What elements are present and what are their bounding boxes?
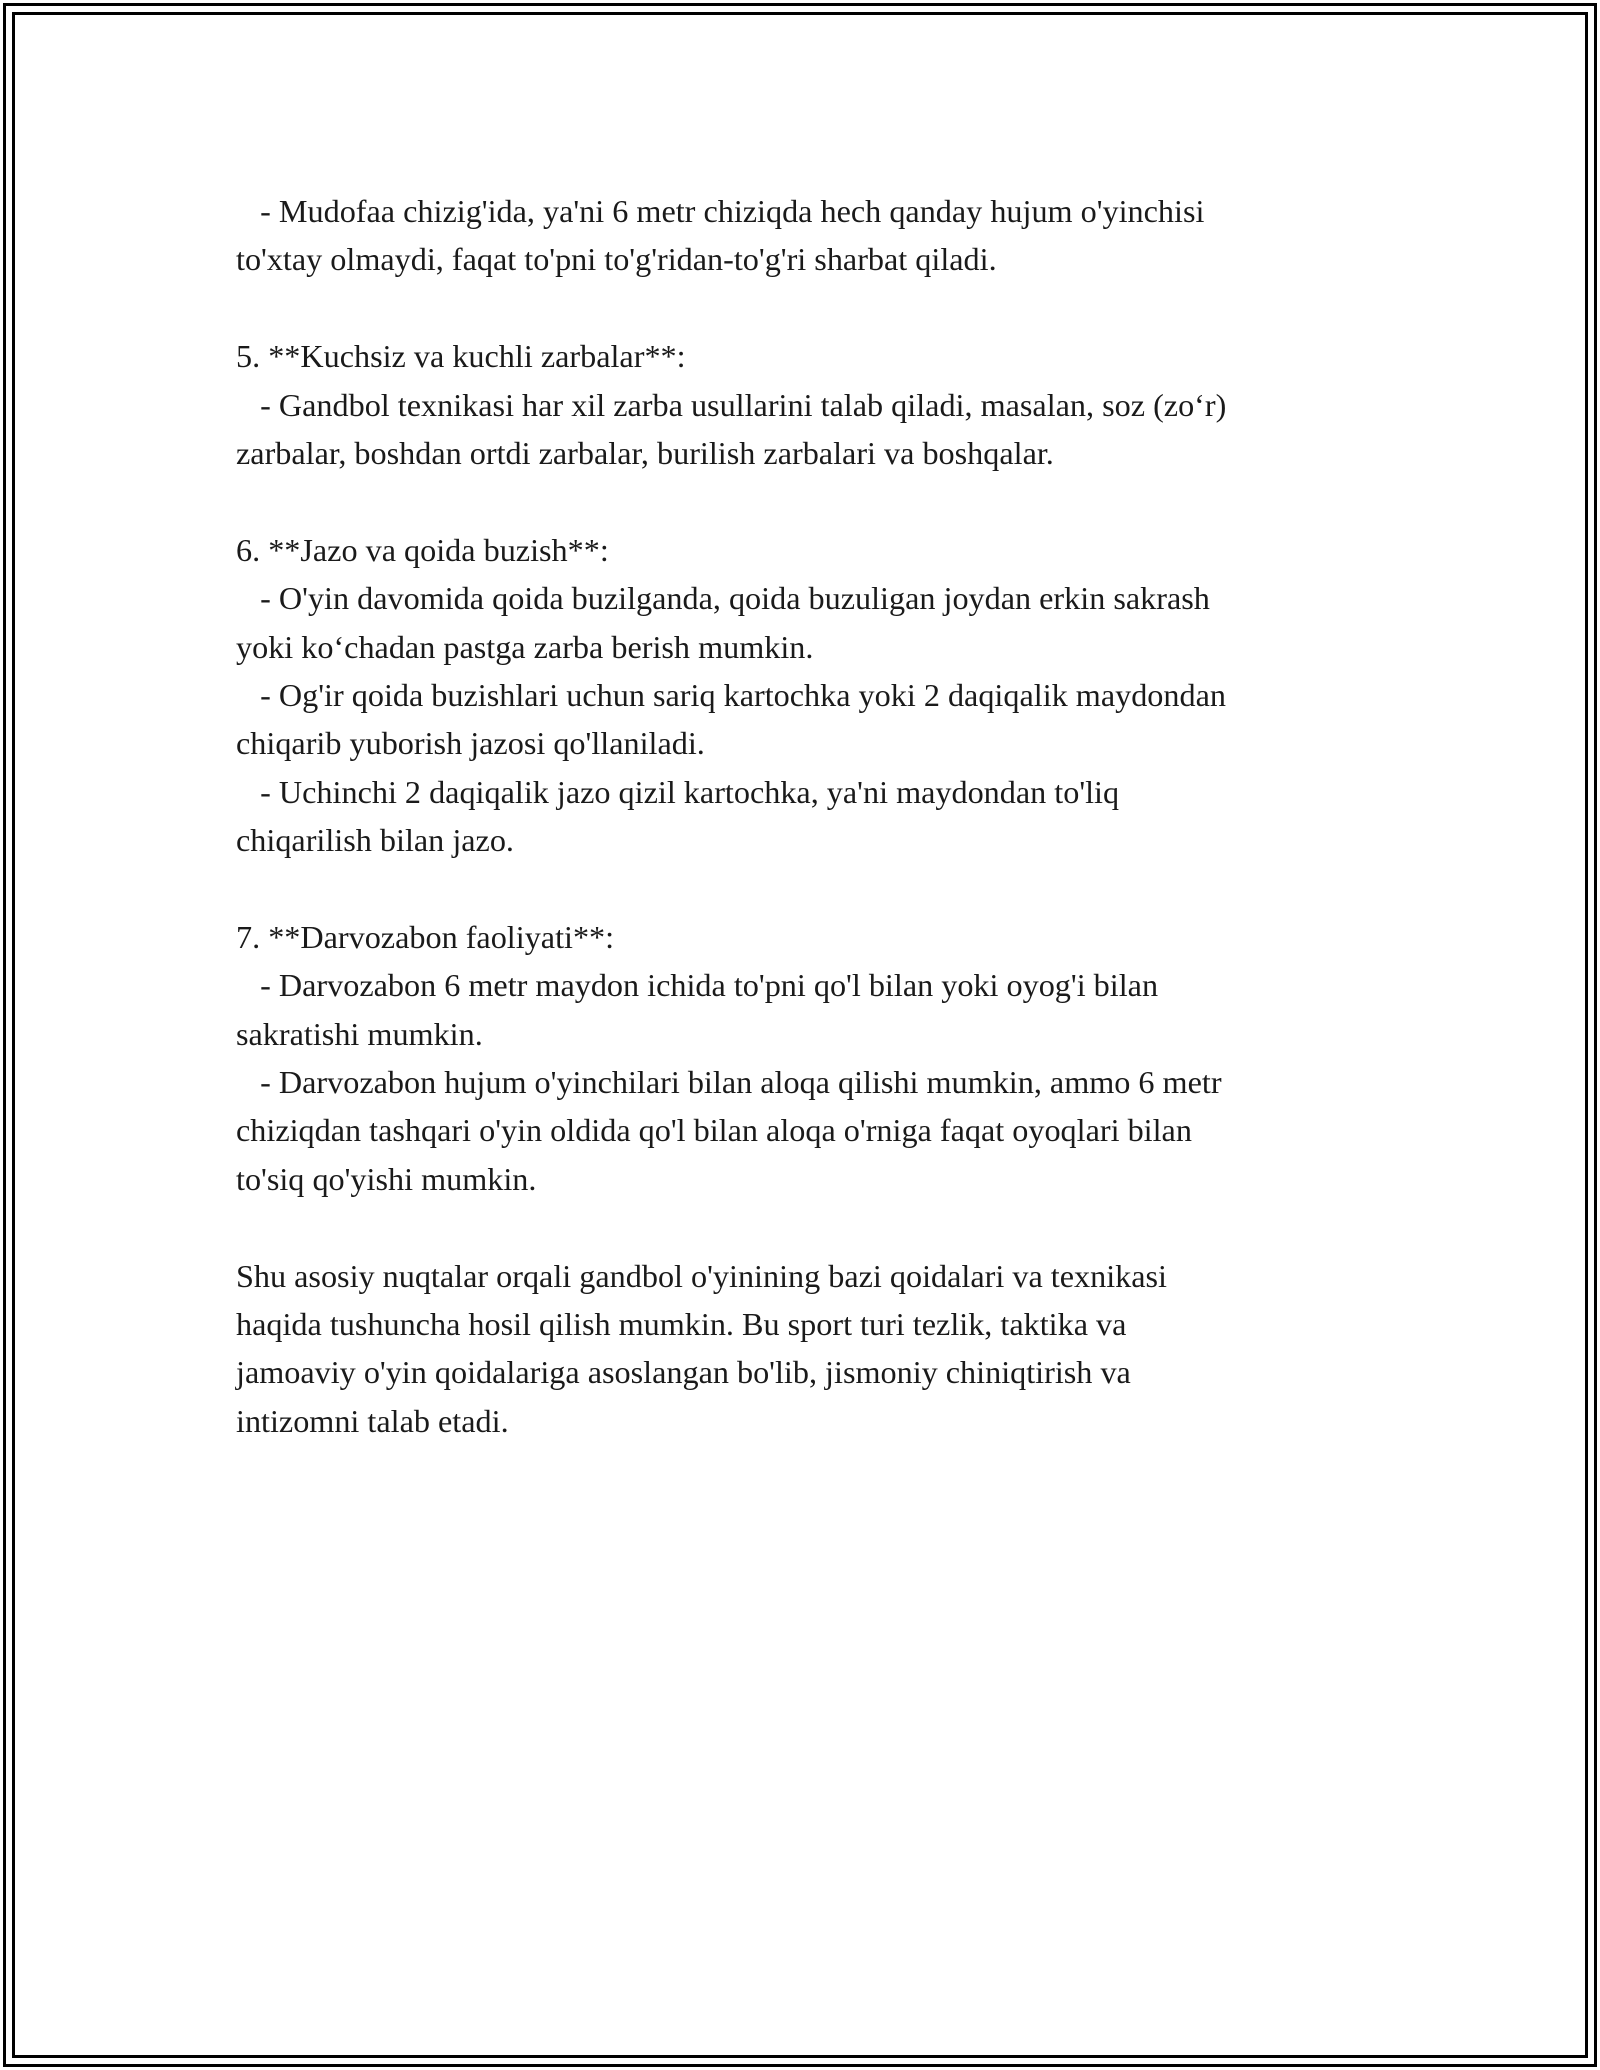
text-line: to'siq qo'yishi mumkin.: [236, 1160, 537, 1197]
section-heading: 5. **Kuchsiz va kuchli zarbalar**:: [236, 338, 686, 375]
text-line: chiqarib yuborish jazosi qo'llaniladi.: [236, 725, 705, 762]
text-line: - Uchinchi 2 daqiqalik jazo qizil kartochka, ya'ni maydondan to'liq: [236, 773, 1120, 810]
text-line: - Og'ir qoida buzishlari uchun sariq kartochka yoki 2 daqiqalik maydondan: [236, 676, 1226, 713]
section-heading: 7. **Darvozabon faoliyati**:: [236, 918, 615, 955]
summary-line: intizomni talab etadi.: [236, 1402, 509, 1439]
text-line: - Darvozabon hujum o'yinchilari bilan aloqa qilishi mumkin, ammo 6 metr: [236, 1064, 1222, 1101]
section-heading: 6. **Jazo va qoida buzish**:: [236, 531, 609, 568]
summary-line: jamoaviy o'yin qoidalariga asoslangan bo'lib, jismoniy chiniqtirish va: [236, 1354, 1131, 1391]
text-line: zarbalar, boshdan ortdi zarbalar, burilish zarbalari va boshqalar.: [236, 434, 1054, 471]
blank-line: [236, 284, 1396, 332]
text-line: chiziqdan tashqari o'yin oldida qo'l bilan aloqa o'rniga faqat oyoqlari bilan: [236, 1112, 1192, 1149]
text-line: - Gandbol texnikasi har xil zarba usullarini talab qiladi, masalan, soz (zo‘r): [236, 386, 1227, 423]
blank-line: [236, 477, 1396, 525]
text-line: - Mudofaa chizig'ida, ya'ni 6 metr chiziqda hech qanday hujum o'yinchisi: [236, 193, 1205, 229]
document-body: [236, 187, 1396, 1445]
text-line: sakratishi mumkin.: [236, 1015, 483, 1052]
text-line: - O'yin davomida qoida buzilganda, qoida buzuligan joydan erkin sakrash: [236, 580, 1210, 617]
blank-line: [236, 864, 1396, 912]
summary-line: haqida tushuncha hosil qilish mumkin. Bu sport turi tezlik, taktika va: [236, 1305, 1127, 1342]
summary-line: Shu asosiy nuqtalar orqali gandbol o'yinining bazi qoidalari va texnikasi: [236, 1257, 1168, 1294]
text-line: - Darvozabon 6 metr maydon ichida to'pni qo'l bilan yoki oyog'i bilan: [236, 967, 1159, 1004]
text-line: chiqarilish bilan jazo.: [236, 822, 514, 859]
blank-line: [236, 1203, 1396, 1251]
text-line: to'xtay olmaydi, faqat to'pni to'g'ridan-to'g'ri sharbat qiladi.: [236, 241, 997, 278]
text-line: yoki ko‘chadan pastga zarba berish mumkin.: [236, 628, 814, 665]
